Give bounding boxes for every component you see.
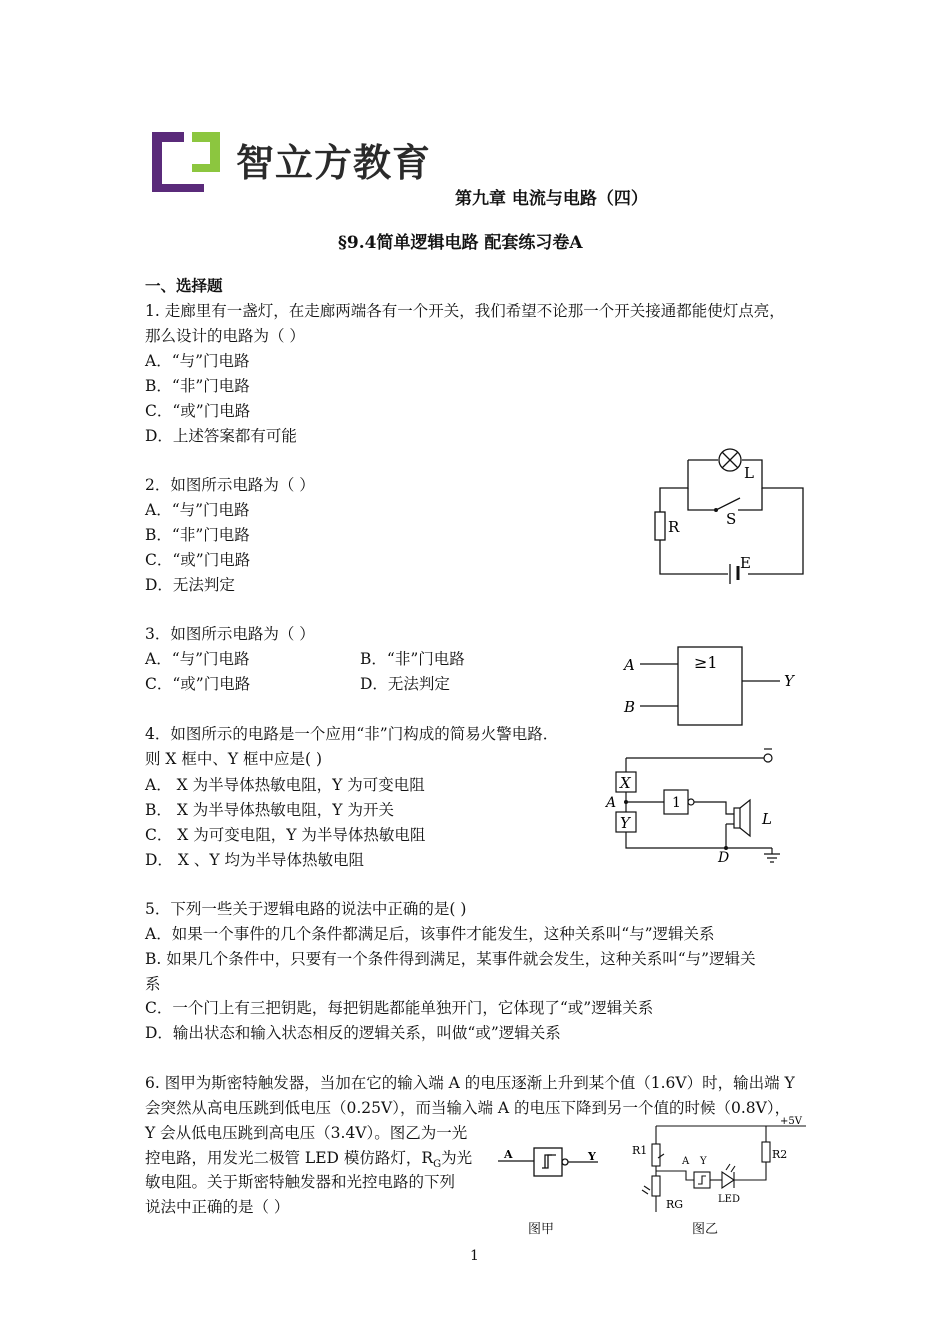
q3-option-a: A．“与”门电路 — [145, 650, 250, 668]
q2-option-a: A．“与”门电路 — [145, 501, 250, 519]
q6-fig1-output: Y — [588, 1150, 596, 1163]
q6-fig2-supply: +5V — [780, 1116, 802, 1127]
q6-line6: 说法中正确的是（ ） — [145, 1198, 290, 1216]
q2-option-d: D．无法判定 — [145, 576, 235, 594]
q4-node-a: A — [606, 795, 617, 811]
q5-stem: 5．下列一些关于逻辑电路的说法中正确的是( ) — [145, 900, 467, 918]
q4-box-y: Y — [620, 814, 630, 832]
q6-fig2-r2: R2 — [772, 1148, 788, 1161]
q5-option-a: A．如果一个事件的几个条件都满足后，该事件才能发生，这种关系叫“与”逻辑关系 — [145, 925, 715, 943]
q6-line4-tail: 为光 — [441, 1149, 473, 1167]
q6-line1: 6. 图甲为斯密特触发器，当加在它的输入端 A 的电压逐渐上升到某个值（1.6V）时，输出端 Y — [145, 1074, 795, 1092]
q2-resistor-label: R — [668, 518, 680, 536]
q4-node-d: D — [718, 850, 730, 866]
q4-option-a: A． X 为半导体热敏电阻，Y 为可变电阻 — [145, 776, 425, 794]
q4-speaker-label: L — [762, 810, 772, 828]
q1-option-c: C．“或”门电路 — [145, 402, 251, 420]
q4-option-d: D． X 、Y 均为半导体热敏电阻 — [145, 851, 364, 869]
q6-fig2-led: LED — [718, 1194, 740, 1205]
q1-line2: 那么设计的电路为（ ） — [145, 327, 305, 345]
q6-fig2-rg: RG — [666, 1198, 684, 1211]
q2-option-b: B．“非”门电路 — [145, 526, 250, 544]
q2-circuit-figure — [650, 446, 810, 591]
q5-option-c: C．一个门上有三把钥匙，每把钥匙都能单独开门，它体现了“或”逻辑关系 — [145, 999, 654, 1017]
q2-stem: 2．如图所示电路为（ ） — [145, 476, 315, 494]
q5-option-d: D．输出状态和输入状态相反的逻辑关系，叫做“或”逻辑关系 — [145, 1024, 561, 1042]
q6-fig2-a: A — [682, 1156, 690, 1167]
q6-fig2-y: Y — [700, 1156, 707, 1167]
q6-line4-text: 控电路，用发光二极管 LED 模仿路灯，R — [145, 1149, 434, 1167]
q5-option-b-line2: 系 — [145, 975, 161, 993]
chapter-title: 第九章 电流与电路（四） — [455, 189, 648, 209]
q4-option-c: C． X 为可变电阻，Y 为半导体热敏电阻 — [145, 826, 426, 844]
q2-lamp-label: L — [744, 464, 754, 482]
q4-line2: 则 X 框中、Y 框中应是( ) — [145, 750, 323, 768]
q3-gate-label: ≥1 — [694, 653, 718, 672]
q6-fig2-r1: R1 — [632, 1144, 648, 1157]
q1-option-b: B．“非”门电路 — [145, 377, 250, 395]
q4-line1: 4．如图所示的电路是一个应用“非”门构成的简易火警电路． — [145, 725, 559, 743]
q5-option-b-line1: B. 如果几个条件中，只要有一个条件得到满足，某事件就会发生，这种关系叫“与”逻辑关 — [145, 950, 756, 968]
q1-option-a: A．“与”门电路 — [145, 352, 250, 370]
q4-option-b: B． X 为半导体热敏电阻，Y 为开关 — [145, 801, 394, 819]
q2-switch-label: S — [726, 510, 737, 528]
q4-box-x: X — [620, 774, 631, 792]
q3-input-a: A — [624, 656, 635, 674]
section-title: §9.4简单逻辑电路 配套练习卷A — [338, 233, 583, 253]
q6-line2: 会突然从高电压跳到低电压（0.25V），而当输入端 A 的电压下降到另一个值的时候（0.8V）， — [145, 1099, 791, 1117]
q4-gate-label: 1 — [672, 795, 681, 811]
logo-mark — [148, 128, 224, 196]
q2-battery-label: E — [740, 554, 751, 572]
q3-option-c: C．“或”门电路 — [145, 675, 251, 693]
q6-line4-subscript: G — [433, 1159, 442, 1171]
q3-input-b: B — [624, 698, 636, 716]
logo-text: 智立方教育 — [236, 141, 432, 185]
q6-line3: Y 会从低电压跳到高电压（3.4V）。图乙为一光 — [145, 1124, 468, 1142]
q3-option-b: B．“非”门电路 — [360, 650, 465, 668]
section-heading: 一、选择题 — [145, 276, 223, 295]
page-number: 1 — [470, 1248, 479, 1264]
q2-option-c: C．“或”门电路 — [145, 551, 251, 569]
q6-fig2-caption: 图乙 — [692, 1222, 719, 1237]
q6-fig1-caption: 图甲 — [528, 1222, 555, 1237]
q3-stem: 3．如图所示电路为（ ） — [145, 625, 315, 643]
q6-line5: 敏电阻。关于斯密特触发器和光控电路的下列 — [145, 1173, 456, 1191]
q3-option-d: D．无法判定 — [360, 675, 450, 693]
q1-line1: 1. 走廊里有一盏灯，在走廊两端各有一个开关，我们希望不论那一个开关接通都能使灯点亮， — [145, 302, 785, 320]
q4-fire-alarm-figure — [604, 744, 794, 866]
q6-fig1-input: A — [504, 1148, 513, 1161]
q3-or-gate-figure — [620, 644, 805, 730]
q6-schmitt-trigger-figure — [494, 1140, 608, 1202]
q1-option-d: D．上述答案都有可能 — [145, 427, 297, 445]
q3-output-y: Y — [784, 672, 794, 690]
q6-light-control-figure — [630, 1116, 810, 1218]
